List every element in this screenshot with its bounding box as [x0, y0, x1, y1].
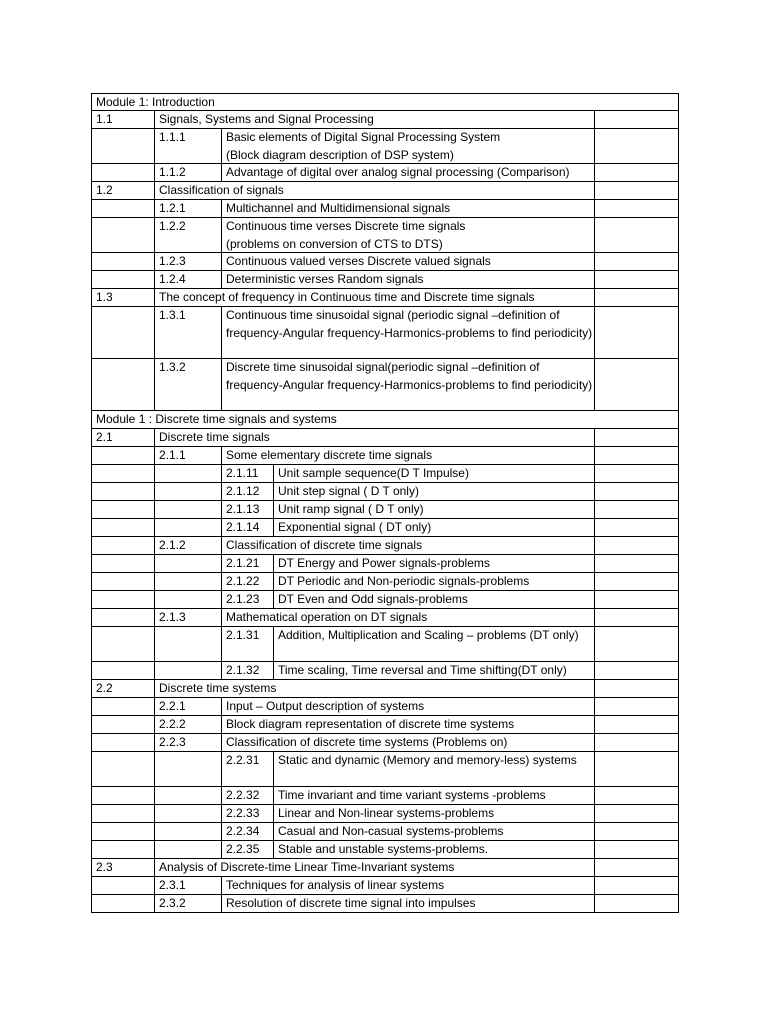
topic-row — [91, 271, 679, 289]
blank-cell — [92, 823, 154, 840]
blank-cell — [154, 752, 221, 786]
blank-cell — [594, 734, 678, 751]
topic-row — [91, 698, 679, 716]
blank-cell — [594, 823, 678, 840]
subsection-number: 2.1.2 — [154, 537, 221, 554]
blank-cell — [154, 465, 221, 482]
module-title: Module 1: Introduction — [96, 95, 215, 109]
item-number: 2.2.32 — [221, 787, 273, 804]
blank-cell — [154, 591, 221, 608]
topic-row — [91, 200, 679, 218]
blank-cell — [594, 307, 678, 358]
blank-cell — [594, 895, 678, 912]
blank-cell — [92, 307, 154, 358]
blank-cell — [154, 627, 221, 661]
topic-row — [91, 591, 679, 609]
topic-row — [91, 501, 679, 519]
subsection-number: 1.2.3 — [154, 253, 221, 270]
subsection-number: 1.1.1 — [154, 129, 221, 163]
topic-row — [91, 805, 679, 823]
blank-cell — [594, 805, 678, 822]
subsection-title: Some elementary discrete time signals — [221, 447, 594, 464]
item-number: 2.2.31 — [221, 752, 273, 786]
module-title: Module 1 : Discrete time signals and systems — [96, 412, 337, 426]
topic-row — [91, 218, 679, 253]
topic-row — [91, 734, 679, 752]
topic-row — [91, 877, 679, 895]
topic-row — [91, 111, 679, 129]
item-title: DT Periodic and Non-periodic signals-problems — [273, 573, 594, 590]
subsection-number: 2.3.2 — [154, 895, 221, 912]
blank-cell — [154, 573, 221, 590]
topic-row — [91, 359, 679, 411]
item-title: Unit ramp signal ( D T only) — [273, 501, 594, 518]
subsection-number: 2.1.1 — [154, 447, 221, 464]
topic-row — [91, 841, 679, 859]
item-number: 2.1.11 — [221, 465, 273, 482]
blank-cell — [92, 253, 154, 270]
topic-row — [91, 483, 679, 501]
topic-row — [91, 680, 679, 698]
item-title: Static and dynamic (Memory and memory-less) systems — [273, 752, 594, 786]
topic-row — [91, 716, 679, 734]
blank-cell — [594, 627, 678, 661]
topic-row — [91, 519, 679, 537]
topic-row — [91, 573, 679, 591]
item-number: 2.2.35 — [221, 841, 273, 858]
topic-row — [91, 129, 679, 164]
topic-row — [91, 895, 679, 913]
section-number: 1.1 — [96, 112, 113, 126]
blank-cell — [92, 555, 154, 572]
topic-row — [91, 465, 679, 483]
subsection-number: 1.2.1 — [154, 200, 221, 217]
item-number: 2.1.21 — [221, 555, 273, 572]
blank-cell — [92, 805, 154, 822]
subsection-title: Classification of discrete time signals — [221, 537, 594, 554]
subsection-number: 2.2.2 — [154, 716, 221, 733]
blank-cell — [594, 609, 678, 626]
item-number: 2.1.32 — [221, 662, 273, 679]
blank-cell — [594, 877, 678, 894]
blank-cell — [594, 573, 678, 590]
subsection-number: 2.2.1 — [154, 698, 221, 715]
blank-cell — [92, 271, 154, 288]
blank-cell — [92, 609, 154, 626]
subsection-number: 1.3.2 — [154, 359, 221, 410]
item-number: 2.1.22 — [221, 573, 273, 590]
blank-cell — [594, 841, 678, 858]
topic-row — [91, 307, 679, 359]
topic-row — [91, 787, 679, 805]
blank-cell — [92, 698, 154, 715]
item-number: 2.1.31 — [221, 627, 273, 661]
section-number: 2.3 — [96, 860, 113, 874]
syllabus-table — [91, 93, 679, 913]
section-title: Classification of signals — [154, 182, 594, 199]
section-number: 2.1 — [96, 430, 113, 444]
blank-cell — [92, 200, 154, 217]
blank-cell — [154, 555, 221, 572]
section-title: Analysis of Discrete-time Linear Time-Invariant systems — [154, 859, 594, 876]
blank-cell — [92, 627, 154, 661]
blank-cell — [92, 483, 154, 500]
item-number: 2.1.23 — [221, 591, 273, 608]
topic-row — [91, 752, 679, 787]
subsection-title: Continuous time sinusoidal signal (periodic signal –definition of frequency-Angular frequency-Harmonics-problems to find periodicity) — [221, 307, 594, 358]
blank-cell — [594, 716, 678, 733]
item-title: Time scaling, Time reversal and Time shifting(DT only) — [273, 662, 594, 679]
item-title: Linear and Non-linear systems-problems — [273, 805, 594, 822]
blank-cell — [92, 164, 154, 181]
blank-cell — [594, 465, 678, 482]
blank-cell — [594, 129, 678, 163]
blank-cell — [594, 698, 678, 715]
module-row — [91, 411, 679, 429]
subsection-number: 1.2.4 — [154, 271, 221, 288]
section-number: 1.2 — [96, 183, 113, 197]
blank-cell — [92, 716, 154, 733]
blank-cell — [594, 680, 678, 697]
blank-cell — [594, 483, 678, 500]
blank-cell — [92, 218, 154, 252]
subsection-number: 2.1.3 — [154, 609, 221, 626]
subsection-title: Discrete time sinusoidal signal(periodic signal –definition of frequency-Angular frequency-Harmonics-problems to find periodicity) — [221, 359, 594, 410]
blank-cell — [154, 841, 221, 858]
item-title: Stable and unstable systems-problems. — [273, 841, 594, 858]
blank-cell — [92, 501, 154, 518]
blank-cell — [92, 591, 154, 608]
blank-cell — [594, 501, 678, 518]
blank-cell — [154, 662, 221, 679]
section-number: 2.2 — [96, 681, 113, 695]
subsection-title: Continuous time verses Discrete time signals (problems on conversion of CTS to DTS) — [221, 218, 594, 252]
blank-cell — [594, 253, 678, 270]
blank-cell — [594, 359, 678, 410]
subsection-title: Mathematical operation on DT signals — [221, 609, 594, 626]
blank-cell — [92, 447, 154, 464]
blank-cell — [92, 787, 154, 804]
blank-cell — [92, 877, 154, 894]
subsection-title: Basic elements of Digital Signal Processing System (Block diagram description of DSP system) — [221, 129, 594, 163]
subsection-title: Advantage of digital over analog signal processing (Comparison) — [221, 164, 594, 181]
section-title: Signals, Systems and Signal Processing — [154, 111, 594, 128]
blank-cell — [594, 182, 678, 199]
blank-cell — [92, 537, 154, 554]
blank-cell — [594, 591, 678, 608]
item-title: Unit step signal ( D T only) — [273, 483, 594, 500]
section-title: Discrete time signals — [154, 429, 594, 446]
blank-cell — [92, 752, 154, 786]
subsection-title: Input – Output description of systems — [221, 698, 594, 715]
blank-cell — [594, 662, 678, 679]
item-title: Time invariant and time variant systems -problems — [273, 787, 594, 804]
topic-row — [91, 555, 679, 573]
topic-row — [91, 289, 679, 307]
item-number: 2.1.13 — [221, 501, 273, 518]
topic-row — [91, 253, 679, 271]
subsection-title: Block diagram representation of discrete time systems — [221, 716, 594, 733]
topic-row — [91, 447, 679, 465]
topic-row — [91, 429, 679, 447]
blank-cell — [92, 359, 154, 410]
blank-cell — [92, 129, 154, 163]
item-number: 2.2.33 — [221, 805, 273, 822]
section-title: The concept of frequency in Continuous time and Discrete time signals — [154, 289, 594, 306]
blank-cell — [594, 111, 678, 128]
blank-cell — [594, 447, 678, 464]
item-number: 2.1.14 — [221, 519, 273, 536]
item-number: 2.1.12 — [221, 483, 273, 500]
item-title: DT Even and Odd signals-problems — [273, 591, 594, 608]
subsection-title: Multichannel and Multidimensional signals — [221, 200, 594, 217]
module-row — [91, 93, 679, 111]
topic-row — [91, 182, 679, 200]
item-title: Exponential signal ( DT only) — [273, 519, 594, 536]
subsection-number: 1.1.2 — [154, 164, 221, 181]
blank-cell — [594, 519, 678, 536]
topic-row — [91, 859, 679, 877]
blank-cell — [594, 429, 678, 446]
topic-row — [91, 662, 679, 680]
section-title: Discrete time systems — [154, 680, 594, 697]
blank-cell — [154, 501, 221, 518]
blank-cell — [154, 483, 221, 500]
item-title: Unit sample sequence(D T Impulse) — [273, 465, 594, 482]
subsection-number: 2.3.1 — [154, 877, 221, 894]
section-number: 1.3 — [96, 290, 113, 304]
blank-cell — [154, 805, 221, 822]
subsection-title: Resolution of discrete time signal into impulses — [221, 895, 594, 912]
subsection-title: Continuous valued verses Discrete valued signals — [221, 253, 594, 270]
blank-cell — [594, 752, 678, 786]
topic-row — [91, 164, 679, 182]
blank-cell — [154, 787, 221, 804]
blank-cell — [594, 164, 678, 181]
blank-cell — [154, 519, 221, 536]
blank-cell — [594, 218, 678, 252]
blank-cell — [594, 787, 678, 804]
subsection-title: Deterministic verses Random signals — [221, 271, 594, 288]
item-title: Casual and Non-casual systems-problems — [273, 823, 594, 840]
blank-cell — [154, 823, 221, 840]
topic-row — [91, 627, 679, 662]
blank-cell — [594, 271, 678, 288]
topic-row — [91, 537, 679, 555]
blank-cell — [92, 841, 154, 858]
blank-cell — [92, 573, 154, 590]
topic-row — [91, 609, 679, 627]
topic-row — [91, 823, 679, 841]
blank-cell — [594, 555, 678, 572]
subsection-title: Classification of discrete time systems (Problems on) — [221, 734, 594, 751]
item-number: 2.2.34 — [221, 823, 273, 840]
subsection-title: Techniques for analysis of linear systems — [221, 877, 594, 894]
blank-cell — [92, 662, 154, 679]
item-title: DT Energy and Power signals-problems — [273, 555, 594, 572]
subsection-number: 1.3.1 — [154, 307, 221, 358]
blank-cell — [92, 895, 154, 912]
blank-cell — [92, 519, 154, 536]
subsection-number: 2.2.3 — [154, 734, 221, 751]
blank-cell — [594, 859, 678, 876]
blank-cell — [92, 465, 154, 482]
blank-cell — [594, 537, 678, 554]
blank-cell — [92, 734, 154, 751]
subsection-number: 1.2.2 — [154, 218, 221, 252]
blank-cell — [594, 289, 678, 306]
blank-cell — [594, 200, 678, 217]
item-title: Addition, Multiplication and Scaling – problems (DT only) — [273, 627, 594, 661]
